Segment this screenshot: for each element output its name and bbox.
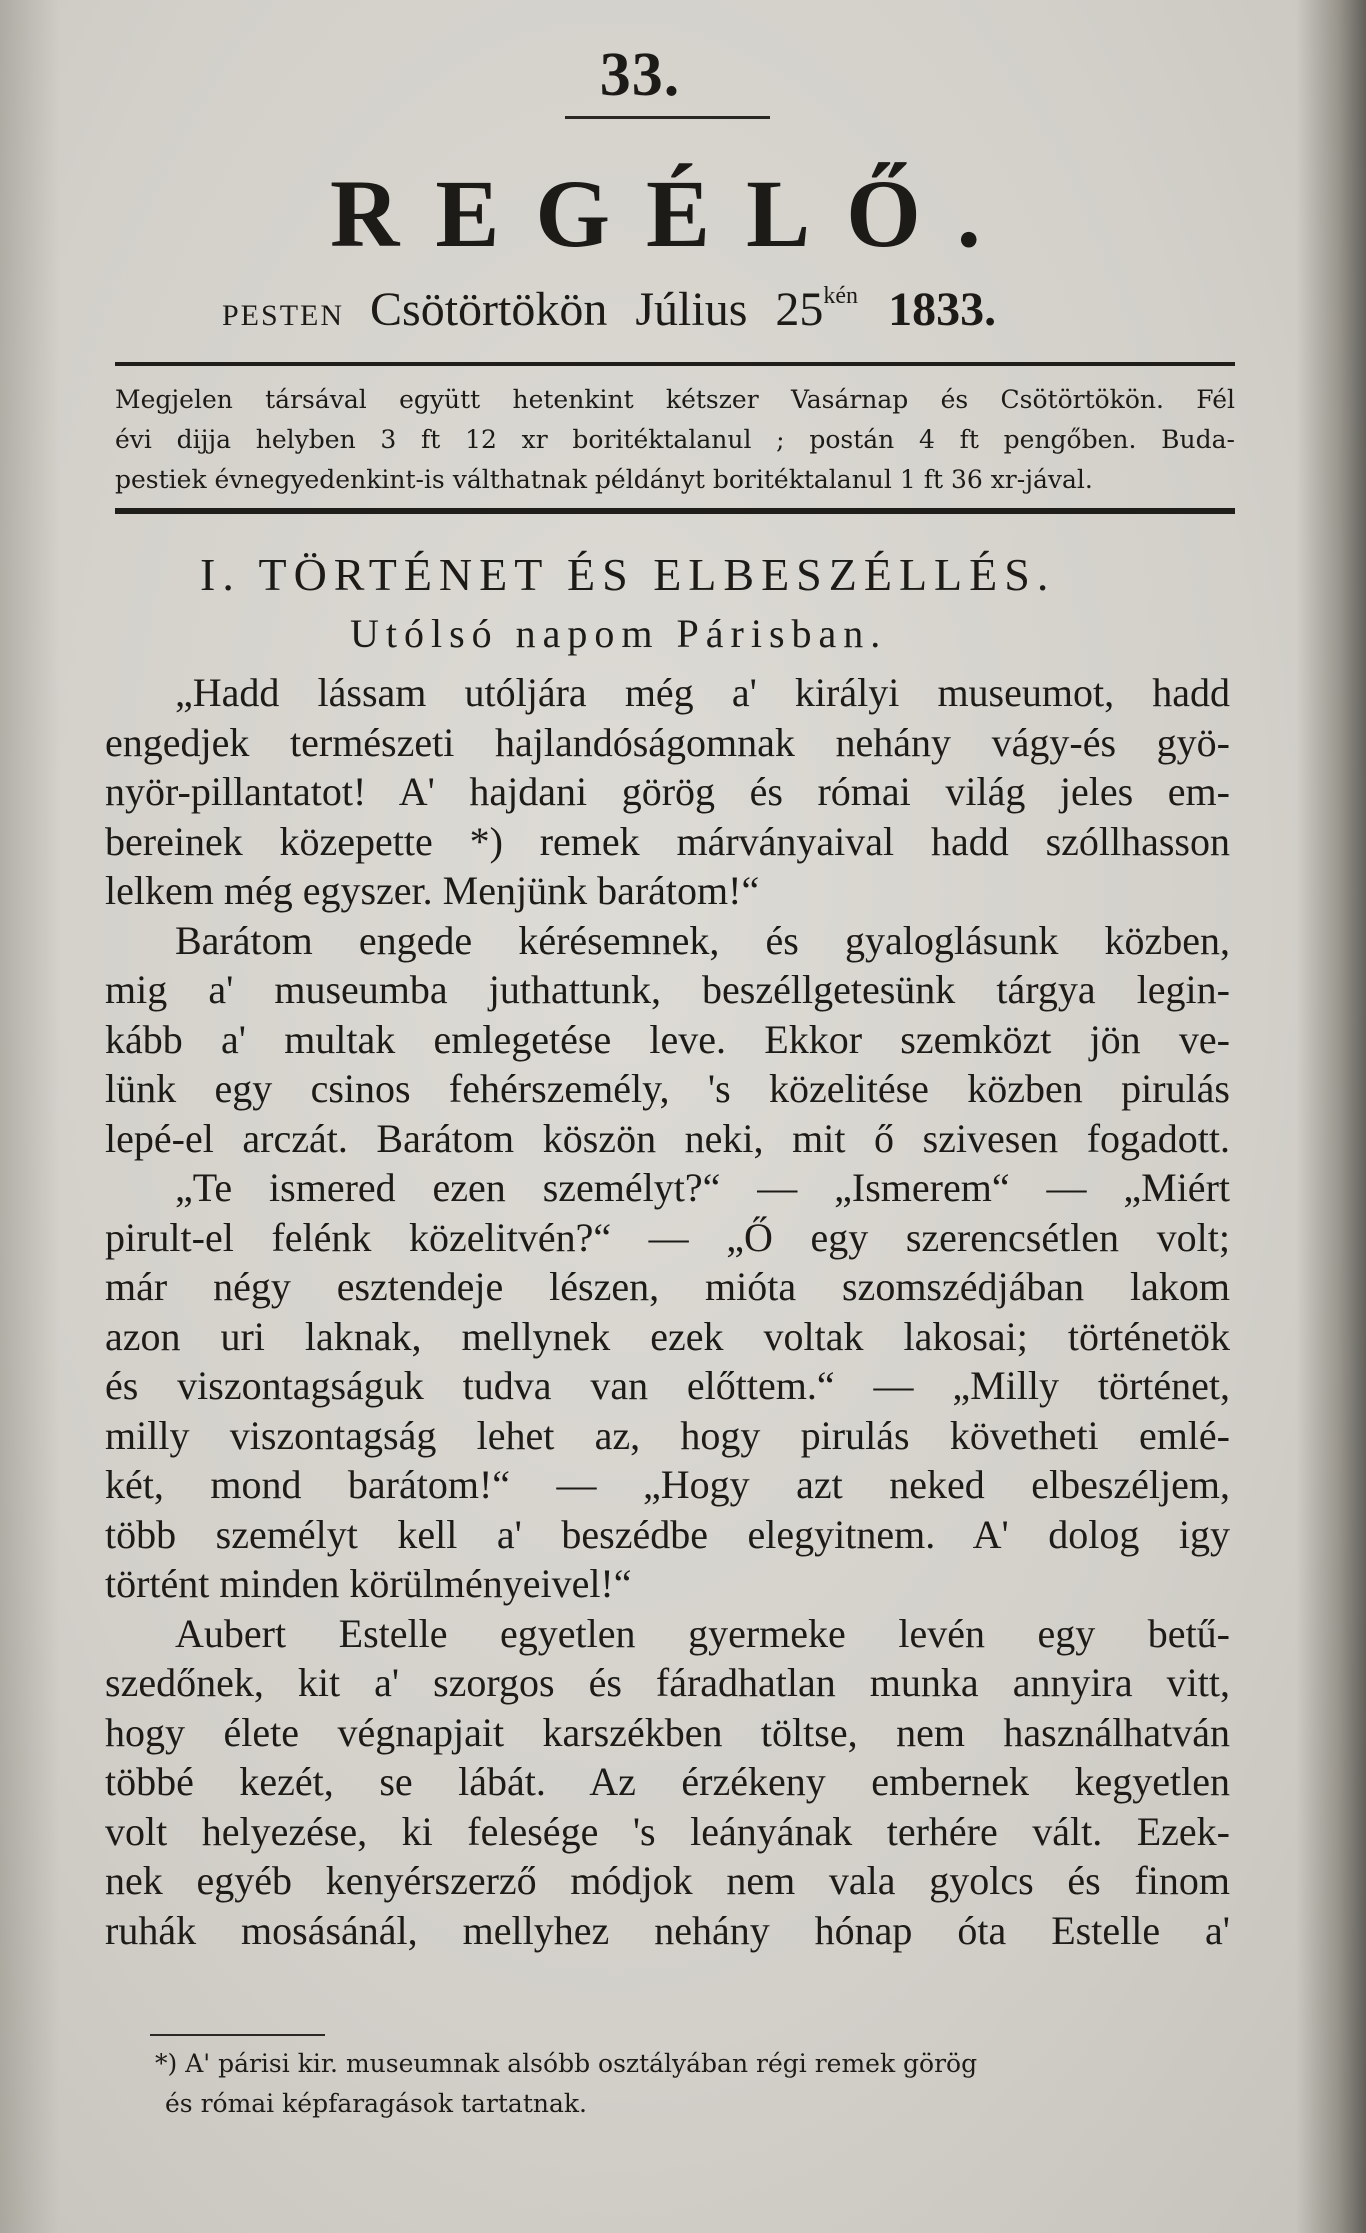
body-line: pirult-el felénk közelitvén?“ — „Ő egy szerencsétlen volt; bbox=[105, 1214, 1230, 1260]
body-line: kább a' multak emlegetése leve. Ekkor szemközt jön ve- bbox=[105, 1016, 1230, 1062]
body-line: bereinek közepette *) remek márványaival hadd szóllhasson bbox=[105, 818, 1230, 864]
footnote-rule bbox=[150, 2034, 325, 2036]
header-rule-bottom bbox=[115, 508, 1235, 514]
header-rule-top bbox=[115, 362, 1235, 366]
subscription-notice bbox=[115, 380, 1235, 500]
footnote bbox=[155, 2044, 1215, 2124]
body-line: Barátom engede kérésemnek, és gyaloglásunk közben, bbox=[175, 917, 1230, 963]
page-shadow-left bbox=[0, 0, 60, 2233]
body-line: lepé-el arczát. Barátom köszön neki, mit ő szivesen fogadott. bbox=[105, 1115, 1230, 1161]
body-line: nyör-pillantatot! A' hajdani görög és római világ jeles em- bbox=[105, 769, 1230, 814]
dateline-city: PESTEN bbox=[222, 299, 345, 332]
notice-line: pestiek évnegyedenkint-is válthatnak példányt boritéktalanul 1 ft 36 xr-jával. bbox=[115, 465, 1093, 494]
body-line: és viszontagságuk tudva van előttem.“ — „Milly történet, bbox=[105, 1363, 1230, 1408]
article-title: Utólsó napom Párisban. bbox=[350, 611, 888, 656]
dateline-day: Csötörtökön bbox=[370, 283, 608, 336]
dateline-date-suffix: kén bbox=[823, 283, 859, 309]
dateline-date: 25 bbox=[775, 283, 824, 336]
body-line: „Te ismered ezen személyt?“ — „Ismerem“ — „Miért bbox=[175, 1165, 1230, 1210]
body-line: szedőnek, kit a' szorgos és fáradhatlan munka annyira vitt, bbox=[105, 1660, 1230, 1705]
masthead-title: REGÉLŐ. bbox=[330, 160, 1017, 267]
body-line: már négy esztendeje lészen, mióta szomszédjában lakom bbox=[105, 1264, 1230, 1309]
body-line: nek egyéb kenyérszerző módjok nem vala gyolcs és finom bbox=[105, 1858, 1230, 1903]
dateline bbox=[222, 282, 1162, 337]
dateline-year: 1833. bbox=[888, 283, 997, 336]
notice-line: Megjelen társával együtt hetenkint kétszer Vasárnap és Csötörtökön. Fél bbox=[115, 385, 1235, 414]
body-line: volt helyezése, ki felesége 's leányának terhére vált. Ezek- bbox=[105, 1808, 1230, 1854]
article-body bbox=[105, 668, 1230, 1955]
issue-number: 33. bbox=[599, 41, 681, 109]
body-line: hogy élete végnapjait karszékben töltse, nem használhatván bbox=[105, 1709, 1230, 1755]
body-line: azon uri laknak, mellynek ezek voltak lakosai; történetök bbox=[105, 1313, 1230, 1359]
body-line: lelkem még egyszer. Menjünk barátom!“ bbox=[105, 868, 760, 913]
footnote-line: *) A' párisi kir. museumnak alsóbb osztályában régi remek görög bbox=[155, 2049, 978, 2078]
footnote-line: és római képfaragások tartatnak. bbox=[165, 2089, 587, 2118]
body-line: lünk egy csinos fehérszemély, 's közelitése közben pirulás bbox=[105, 1066, 1230, 1111]
body-line: milly viszontagság lehet az, hogy pirulás követheti emlé- bbox=[105, 1412, 1230, 1458]
body-line: ruhák mosásánál, mellyhez nehány hónap óta Estelle a' bbox=[105, 1907, 1230, 1953]
body-line: engedjek természeti hajlandóságomnak nehány vágy-és gyö- bbox=[105, 719, 1230, 765]
body-line: történt minden körülményeivel!“ bbox=[105, 1561, 632, 1606]
body-line: Aubert Estelle egyetlen gyermeke levén egy betű- bbox=[175, 1610, 1230, 1656]
issue-number-underline bbox=[565, 116, 770, 119]
notice-line: évi dijja helyben 3 ft 12 xr boritéktalanul ; postán 4 ft pengőben. Buda- bbox=[115, 425, 1235, 454]
body-line: két, mond barátom!“ — „Hogy azt neked elbeszéljem, bbox=[105, 1462, 1230, 1507]
body-line: többé kezét, se lábát. Az érzékeny embernek kegyetlen bbox=[105, 1759, 1230, 1804]
body-line: mig a' museumba juthattunk, beszéllgetesünk tárgya legin- bbox=[105, 967, 1230, 1012]
dateline-month: Július bbox=[635, 283, 748, 336]
body-line: „Hadd lássam utóljára még a' királyi museumot, hadd bbox=[175, 670, 1230, 715]
binding-gutter-shadow bbox=[1296, 0, 1366, 2233]
section-heading: I. TÖRTÉNET ÉS ELBESZÉLLÉS. bbox=[200, 549, 1056, 600]
body-line: több személyt kell a' beszédbe elegyitnem. A' dolog igy bbox=[105, 1511, 1230, 1557]
